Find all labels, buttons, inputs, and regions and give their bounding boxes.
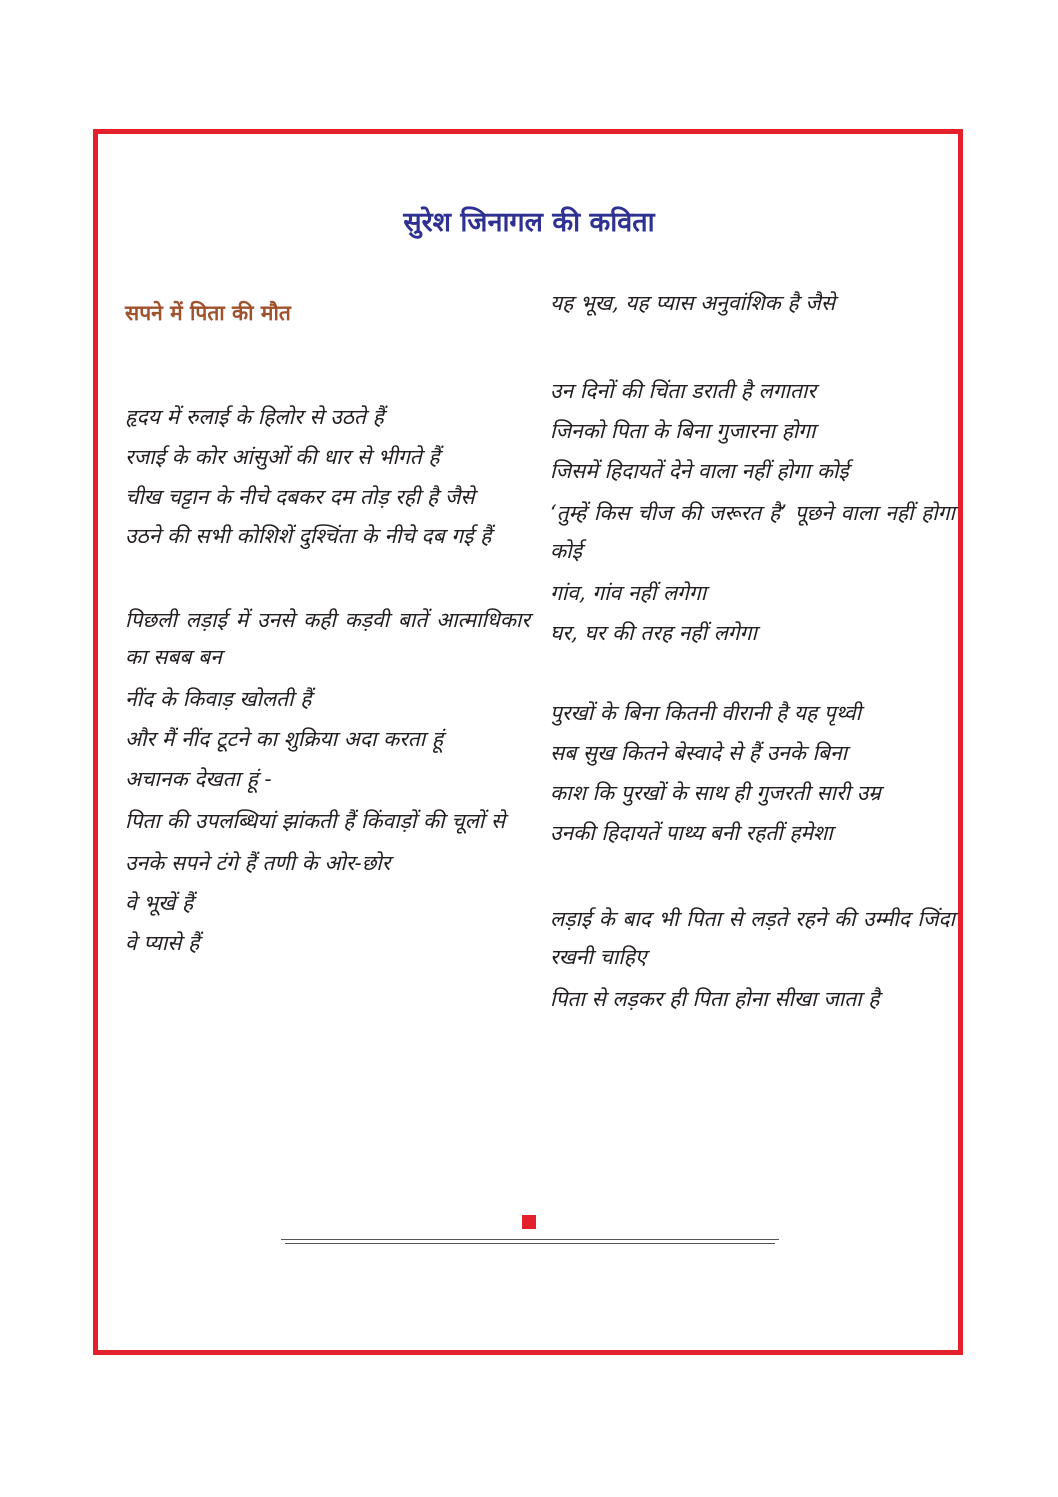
poem-line: रजाई के कोर आंसुओं की धार से भीगते हैं	[125, 445, 440, 469]
footer-rule	[281, 1239, 779, 1240]
poem-line: वे भूखें हैं	[125, 891, 194, 915]
footer-rule	[285, 1243, 775, 1244]
poem-line: हृदय में रुलाई के हिलोर से उठते हैं	[125, 405, 384, 429]
poem-line: अचानक देखता हूं -	[125, 767, 272, 791]
left-column	[125, 290, 530, 976]
poem-line: पिता से लड़कर ही पिता होना सीखा जाता है	[550, 987, 880, 1011]
poem-line: काश कि पुरखों के साथ ही गुजरती सारी उम्र	[550, 781, 881, 805]
poem-line: घर, घर की तरह नहीं लगेगा	[550, 621, 757, 645]
poem-title: सपने में पिता की मौत	[125, 300, 291, 325]
poem-line: पुरखों के बिना कितनी वीरानी है यह पृथ्वी	[550, 701, 862, 725]
poem-line: सब सुख कितने बेस्वादे से हैं उनके बिना	[550, 741, 848, 765]
poem-line: ‘तुम्हें किस चीज की जरूरत है’ पूछने वाला नहीं होगा कोई	[550, 501, 955, 563]
poem-line: यह भूख, यह प्यास अनुवांशिक है जैसे	[550, 291, 836, 315]
poem-line: और मैं नींद टूटने का शुक्रिया अदा करता हूं	[125, 727, 444, 751]
right-column	[550, 286, 955, 1032]
poem-line: उनकी हिदायतें पाथ्य बनी रहतीं हमेशा	[550, 821, 833, 845]
poem-line: चीख चट्टान के नीचे दबकर दम तोड़ रही है जैसे	[125, 485, 475, 509]
poem-line: उठने की सभी कोशिशें दुश्चिंता के नीचे दब गई हैं	[125, 524, 492, 548]
poem-line: पिता की उपलब्धियां झांकती हैं किंवाड़ों की चूलों से	[125, 809, 506, 833]
poem-line: जिनको पिता के बिना गुजारना होगा	[550, 419, 816, 443]
page-title: सुरेश जिनागल की कविता	[403, 207, 655, 238]
poem-line: उनके सपने टंगे हैं तणी के ओर-छोर	[125, 851, 391, 875]
poem-line: नींद के किवाड़ खोलती हैं	[125, 687, 312, 711]
poem-line: वे प्यासे हैं	[125, 931, 200, 955]
poem-line: जिसमें हिदायतें देने वाला नहीं होगा कोई	[550, 459, 849, 483]
poem-line: गांव, गांव नहीं लगेगा	[550, 581, 707, 605]
poem-line: पिछली लड़ाई में उनसे कही कड़वी बातें आत्माधिकार का सबब बन	[125, 608, 530, 669]
poem-line: उन दिनों की चिंता डराती है लगातार	[550, 379, 816, 403]
section-end-marker	[522, 1215, 536, 1229]
poem-line: लड़ाई के बाद भी पिता से लड़ते रहने की उम्मीद जिंदा रखनी चाहिए	[550, 907, 955, 969]
